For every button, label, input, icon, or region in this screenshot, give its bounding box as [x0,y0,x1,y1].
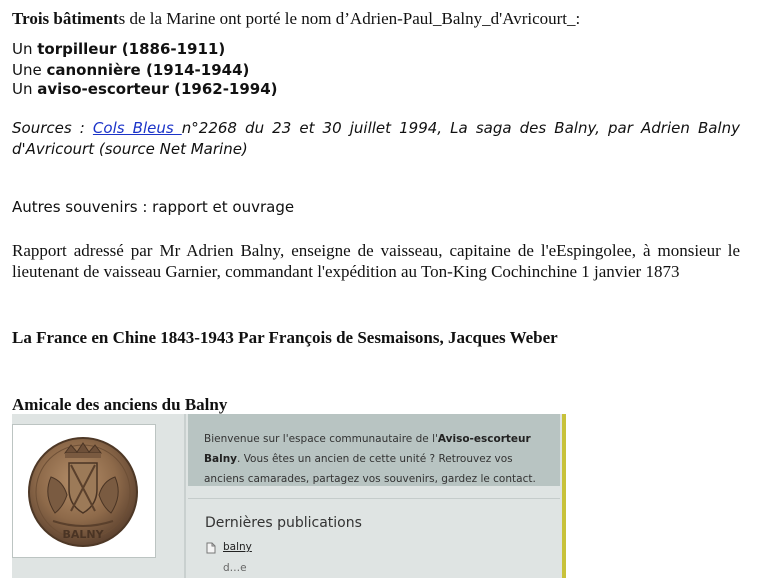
sources-paragraph [12,118,740,160]
medal-icon [13,425,155,557]
ship-line-3 [12,80,278,98]
intro-name-avricourt: d'Avricourt [490,9,568,28]
sources-label: Sources : [12,119,93,137]
welcome-text-2: . Vous êtes un ancien de cette unité ? Retrouvez vos anciens camarades, partagez vos souvenirs, gardez le contact. [204,453,536,485]
intro-rest: de la Marine ont porté le nom d’Adrien-Paul [125,9,434,28]
intro-s: s [118,9,126,28]
intro-colon: : [575,9,581,28]
intro-line [12,9,580,29]
publications-title: Dernières publications [205,515,362,531]
ship-prefix: Un [12,80,38,98]
ship-name: torpilleur (1886-1911) [37,40,226,58]
amicale-panel [12,414,566,578]
separator [188,498,560,499]
welcome-text [204,429,556,489]
intro-underscore-3: _ [567,9,576,28]
welcome-text-1: Bienvenue sur l'espace communautaire de l' [204,433,438,445]
rapport-paragraph: Rapport adressé par Mr Adrien Balny, enseigne de vaisseau, capitaine de l'eEspingolee, à monsieur le lieutenant de vaisseau Garnier, commandant l'expédition au Ton-King Cochinchine 1 janvier 1873 [12,241,740,281]
ship-name: aviso-escorteur (1962-1994) [37,80,278,98]
intro-bold: Trois bâtimen [12,9,113,28]
intro-underscore-2: _ [482,9,491,28]
medal-image [12,424,156,558]
publication-cut-text: d…e [223,562,247,574]
ship-prefix: Un [12,40,38,58]
ship-line-1 [12,40,225,58]
welcome-bold: Aviso-escorteur Balny [204,433,531,465]
medal-text: BALNY [62,528,104,541]
autres-souvenirs: Autres souvenirs : rapport et ouvrage [12,198,295,216]
intro-bold-t: t [112,9,119,28]
panel-divider [184,414,186,578]
ship-line-2 [12,61,249,79]
ship-name: canonnière (1914-1944) [46,61,250,79]
book-title: La France en Chine 1843-1943 Par François de Sesmaisons, Jacques Weber [12,328,558,347]
panel-accent-bar [562,414,566,578]
intro-name-balny: Balny [441,9,483,28]
cols-bleus-link[interactable]: Cols Bleus [92,119,182,137]
publication-link[interactable]: balny [223,541,252,553]
sources-text: n°2268 du 23 et 30 juillet 1994, La saga des Balny, par Adrien Balny d'Avricourt (source Net Marine) [12,119,740,158]
amicale-title: Amicale des anciens du Balny [12,395,228,414]
intro-underscore-1: _ [433,9,442,28]
ship-prefix: Une [12,61,47,79]
document-icon [206,542,216,554]
